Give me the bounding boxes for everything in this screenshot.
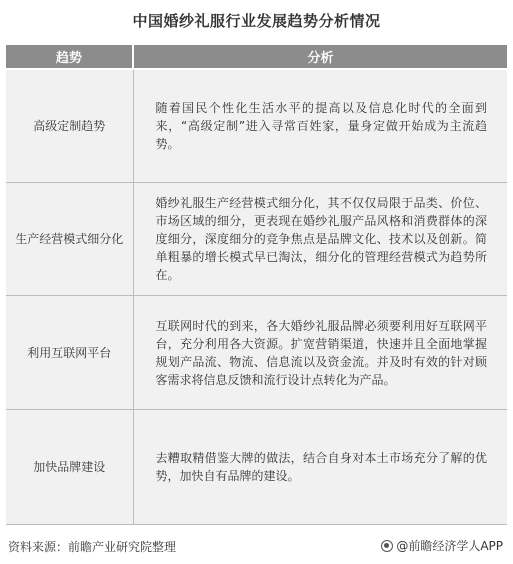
table-row <box>6 69 507 183</box>
trend-cell: 高级定制趋势 <box>6 69 133 183</box>
table-row <box>6 410 507 525</box>
trend-cell: 生产经营模式细分化 <box>6 183 133 296</box>
table-header-row <box>6 45 507 69</box>
analysis-cell: 去糟取精借鉴大牌的做法，结合自身对本土市场充分了解的优势，加快自有品牌的建设。 <box>133 410 507 525</box>
trend-cell: 加快品牌建设 <box>6 410 133 525</box>
source-note: 资料来源：前瞻产业研究院整理 <box>8 540 177 554</box>
table-row <box>6 296 507 410</box>
analysis-cell: 互联网时代的到来，各大婚纱礼服品牌必须要利用好互联网平台，充分利用各大资源。扩宽营销渠道，快速并且全面地掌握规划产品流、物流、信息流以及资金流。并及时有效的针对顾客需求将信息反馈和流行设计点转化为产品。 <box>133 296 507 410</box>
analysis-cell: 婚纱礼服生产经营模式细分化，其不仅仅局限于品类、价位、市场区域的细分，更表现在婚纱礼服产品风格和消费群体的深度细分，深度细分的竞争焦点是品牌文化、技术以及创新。简单粗暴的增长模式早已淘汰，细分化的管理经营模式为趋势所在。 <box>133 183 507 296</box>
analysis-cell: 随着国民个性化生活水平的提高以及信息化时代的全面到来，“高级定制”进入寻常百姓家，量身定做开始成为主流趋势。 <box>133 69 507 183</box>
brand-credit <box>381 537 503 554</box>
circle-logo-icon <box>381 540 393 552</box>
header-analysis: 分析 <box>133 45 507 69</box>
trend-table <box>6 45 507 525</box>
page-title: 中国婚纱礼服行业发展趋势分析情况 <box>132 12 381 30</box>
brand-text: @前瞻经济学人APP <box>396 539 503 553</box>
trend-cell: 利用互联网平台 <box>6 296 133 410</box>
header-trend: 趋势 <box>6 45 133 69</box>
table-row <box>6 183 507 296</box>
